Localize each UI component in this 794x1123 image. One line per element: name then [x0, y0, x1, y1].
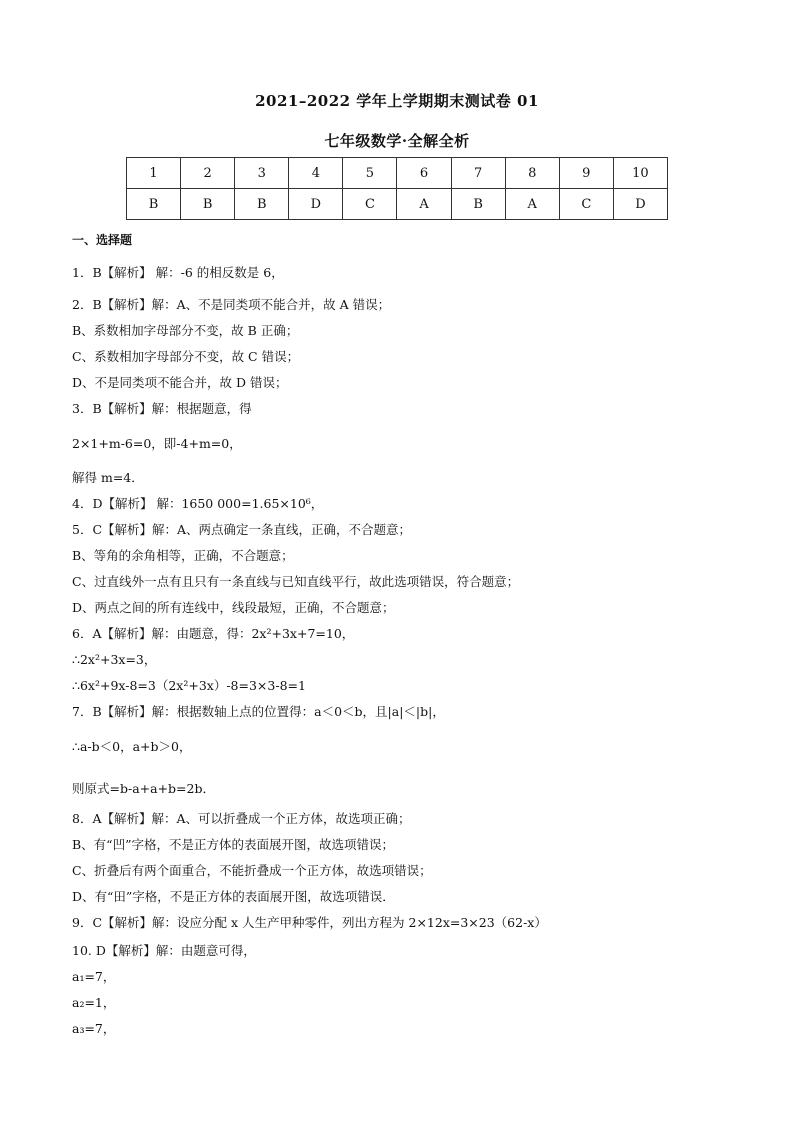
answer-cell: B — [127, 189, 181, 220]
question-number-cell: 9 — [559, 158, 613, 189]
solution-line: ∴2x²+3x=3， — [72, 652, 157, 667]
question-number-cell: 8 — [505, 158, 559, 189]
solution-line: C、折叠后有两个面重合，不能折叠成一个正方体，故选项错误； — [72, 863, 432, 878]
answer-cell: B — [451, 189, 505, 220]
solution-line: ∴6x²+9x-8=3（2x²+3x）-8=3×3-8=1 — [72, 678, 306, 693]
question-number-cell: 10 — [613, 158, 667, 189]
solution-line: 8．A【解析】解：A、可以折叠成一个正方体，故选项正确； — [72, 811, 411, 826]
solution-line: ∴a-b＜0，a+b＞0， — [72, 739, 192, 754]
solution-line: D、不是同类项不能合并，故 D 错误； — [72, 375, 288, 390]
answer-cell: C — [343, 189, 397, 220]
solution-line: 9．C【解析】解：设应分配 x 人生产甲种零件，列出方程为 2×12x=3×23（62-x） — [72, 915, 547, 930]
solution-line: D、有“田”字格，不是正方体的表面展开图，故选项错误． — [72, 889, 395, 904]
answer-table-number-row — [127, 158, 668, 189]
answer-cell: A — [397, 189, 451, 220]
answer-cell: B — [181, 189, 235, 220]
solution-line: B、有“凹”字格，不是正方体的表面展开图，故选项错误； — [72, 837, 394, 852]
answer-table-answer-row — [127, 189, 668, 220]
solution-line: 4．D【解析】 解：1650 000=1.65×10⁶， — [72, 496, 324, 511]
solution-line: C、过直线外一点有且只有一条直线与已知直线平行，故此选项错误，符合题意； — [72, 574, 520, 589]
solution-line: 解得 m=4． — [72, 470, 144, 485]
solution-line: 10. D【解析】解：由题意可得， — [72, 943, 256, 958]
answer-cell: D — [613, 189, 667, 220]
solution-line: C、系数相加字母部分不变，故 C 错误； — [72, 349, 300, 364]
answer-table — [126, 157, 668, 220]
solution-line: B、系数相加字母部分不变，故 B 正确； — [72, 323, 299, 338]
document-title: 2021–2022 学年上学期期末测试卷 01 — [255, 92, 539, 110]
question-number-cell: 4 — [289, 158, 343, 189]
question-number-cell: 7 — [451, 158, 505, 189]
question-number-cell: 3 — [235, 158, 289, 189]
solution-line: 则原式=b-a+a+b=2b． — [72, 781, 215, 796]
question-number-cell: 2 — [181, 158, 235, 189]
solution-line: 7．B【解析】解：根据数轴上点的位置得：a＜0＜b，且|a|＜|b|， — [72, 704, 445, 719]
answer-cell: B — [235, 189, 289, 220]
solution-line: B、等角的余角相等，正确，不合题意； — [72, 548, 294, 563]
solution-line: a₂=1， — [72, 995, 116, 1010]
solution-line: 2．B【解析】解：A、不是同类项不能合并，故 A 错误； — [72, 297, 391, 312]
solution-line: 6．A【解析】解：由题意，得：2x²+3x+7=10， — [72, 626, 355, 641]
question-number-cell: 1 — [127, 158, 181, 189]
solution-line: 3．B【解析】解：根据题意，得 — [72, 401, 252, 416]
answer-cell: D — [289, 189, 343, 220]
solution-line: a₁=7， — [72, 969, 116, 984]
solution-line: 5．C【解析】解：A、两点确定一条直线，正确，不合题意； — [72, 522, 412, 537]
document-subtitle: 七年级数学·全解全析 — [324, 132, 470, 150]
solution-line: 1．B【解析】 解：-6 的相反数是 6， — [72, 265, 284, 280]
section-heading: 一、选择题 — [72, 233, 133, 247]
question-number-cell: 6 — [397, 158, 451, 189]
solution-line: 2×1+m-6=0，即-4+m=0， — [72, 436, 242, 451]
solution-line: a₃=7， — [72, 1021, 116, 1036]
answer-cell: C — [559, 189, 613, 220]
answer-cell: A — [505, 189, 559, 220]
solution-line: D、两点之间的所有连线中，线段最短，正确，不合题意； — [72, 600, 395, 615]
question-number-cell: 5 — [343, 158, 397, 189]
